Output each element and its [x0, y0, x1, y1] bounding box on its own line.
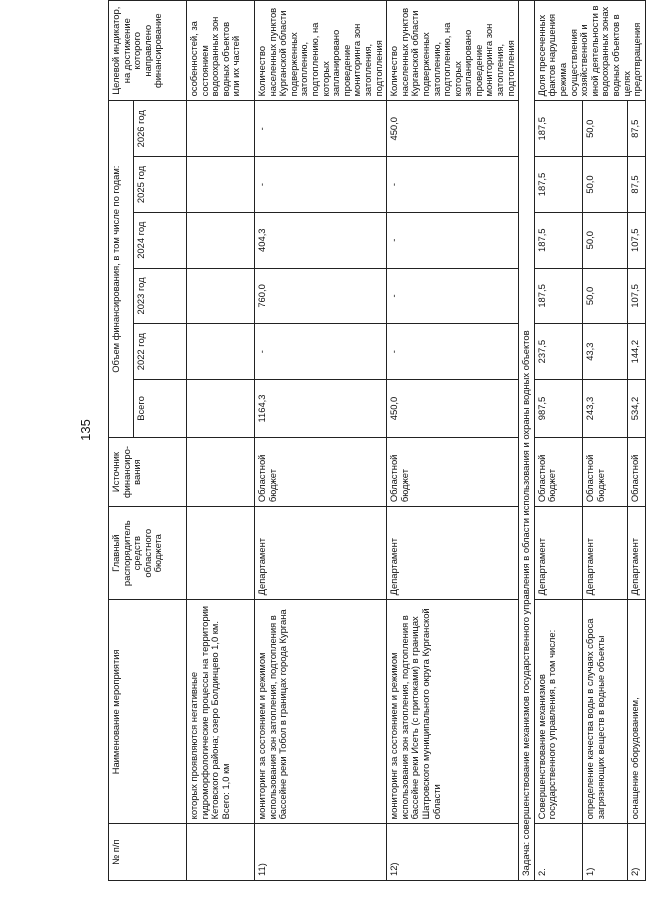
table-row: [187, 1, 255, 881]
col-header-name: Наименование мероприятия: [109, 600, 187, 824]
col-header-admin: Главный распорядитель средств областного бюджета: [109, 507, 187, 600]
cell-source: Областной бюджет: [255, 437, 387, 506]
cell-2022: -: [387, 324, 519, 380]
cell-total: 243,3: [583, 380, 627, 438]
cell-2022: 43,3: [583, 324, 627, 380]
cell-name: мониторинг за состоянием и режимом использования зон затопления, подтопления в бассейне реки Тобол в границах города Кургана: [255, 600, 387, 824]
col-header-total: Всего: [134, 380, 187, 438]
table-row: [627, 1, 645, 881]
cell-2024: 187,5: [534, 212, 582, 268]
cell-2023: 107,5: [627, 268, 645, 324]
cell-total: 450,0: [387, 380, 519, 438]
cell-2025: 87,5: [627, 157, 645, 213]
cell-admin: Департамент: [583, 507, 627, 600]
col-header-source: Источник финансиро-вания: [109, 437, 187, 506]
task-row: [519, 1, 535, 881]
cell-no: 2): [627, 824, 645, 881]
col-header-2025: 2025 год: [134, 157, 187, 213]
cell-2026: [187, 101, 255, 157]
cell-2022: -: [255, 324, 387, 380]
cell-2023: 50,0: [583, 268, 627, 324]
cell-2025: [187, 157, 255, 213]
cell-2026: -: [255, 101, 387, 157]
cell-2022: 144,2: [627, 324, 645, 380]
cell-2022: 237,5: [534, 324, 582, 380]
col-header-2026: 2026 год: [134, 101, 187, 157]
cell-admin: Департамент: [255, 507, 387, 600]
cell-name: мониторинг за состоянием и режимом использования зон затопления, подтопления в бассейне реки Исеть (с притоками) в границах Шатровского муниципального округа Курганской области: [387, 600, 519, 824]
cell-indicator: особенностей, за состоянием водоохранных зон водных объектов или их частей: [187, 1, 255, 101]
cell-2026: 50,0: [583, 101, 627, 157]
page-number: 135: [78, 419, 93, 441]
cell-2023: 187,5: [534, 268, 582, 324]
cell-name: Совершенствование механизмов государственного управления, в том числе:: [534, 600, 582, 824]
cell-source: Областной бюджет: [534, 437, 582, 506]
cell-2024: 107,5: [627, 212, 645, 268]
cell-2024: -: [387, 212, 519, 268]
table-row: [583, 1, 627, 881]
cell-2025: -: [255, 157, 387, 213]
financing-table: [108, 0, 646, 881]
table-row: [255, 1, 387, 881]
header-row: [109, 1, 134, 881]
cell-admin: Департамент: [627, 507, 645, 600]
col-header-2022: 2022 год: [134, 324, 187, 380]
cell-2022: [187, 324, 255, 380]
cell-source: [187, 437, 255, 506]
col-header-indicator: Целевой индикатор, на достижение которого направлено финансирование: [109, 1, 187, 101]
cell-name: определение качества воды в случаях сброса загрязняющих веществ в водные объекты: [583, 600, 627, 824]
cell-2023: 760,0: [255, 268, 387, 324]
cell-2025: 187,5: [534, 157, 582, 213]
cell-name: оснащение оборудованием,: [627, 600, 645, 824]
cell-no: 11): [255, 824, 387, 881]
cell-no: [187, 824, 255, 881]
cell-no: 1): [583, 824, 627, 881]
col-header-no: № п/п: [109, 824, 187, 881]
col-header-2024: 2024 год: [134, 212, 187, 268]
cell-2024: [187, 212, 255, 268]
cell-no: 2.: [534, 824, 582, 881]
cell-admin: Департамент: [387, 507, 519, 600]
cell-indicator: Доля пресеченных фактов нарушения режима осуществления хозяйственной и иной деятельности в водоохранных зонах водных объектов в целях предотвращения: [534, 1, 645, 101]
cell-total: [187, 380, 255, 438]
col-header-2023: 2023 год: [134, 268, 187, 324]
cell-name: которых проявляются негативные гидроморфологические процессы на территории Кетовского района; озеро Болдинцево 1,0 км. Всего: 1,0 км: [187, 600, 255, 824]
task-text: Задача: совершенствование механизмов государственного управления в области использования и охраны водных объектов: [519, 1, 535, 881]
col-header-volume: Объем финансирования, в том числе по годам:: [109, 101, 134, 438]
cell-indicator: Количество населенных пунктов Курганской области подверженных затоплению, подтоплению, на которых запланировано проведение мониторинга зон затопления, подтопления: [387, 1, 519, 101]
cell-2023: [187, 268, 255, 324]
table-row: [387, 1, 519, 881]
cell-admin: Департамент: [534, 507, 582, 600]
cell-2025: -: [387, 157, 519, 213]
cell-source: Областной бюджет: [583, 437, 627, 506]
cell-source: Областной: [627, 437, 645, 506]
cell-2026: 187,5: [534, 101, 582, 157]
cell-indicator: Количество населенных пунктов Курганской области подверженных затоплению, подтоплению, на которых запланировано проведение мониторинга зон затопления, подтопления: [255, 1, 387, 101]
cell-2026: 87,5: [627, 101, 645, 157]
cell-total: 534,2: [627, 380, 645, 438]
cell-2026: 450,0: [387, 101, 519, 157]
cell-total: 1164,3: [255, 380, 387, 438]
cell-total: 987,5: [534, 380, 582, 438]
cell-2024: 50,0: [583, 212, 627, 268]
cell-source: Областной бюджет: [387, 437, 519, 506]
cell-2025: 50,0: [583, 157, 627, 213]
cell-2023: -: [387, 268, 519, 324]
cell-2024: 404,3: [255, 212, 387, 268]
cell-no: 12): [387, 824, 519, 881]
cell-admin: [187, 507, 255, 600]
table-row: [534, 1, 582, 881]
